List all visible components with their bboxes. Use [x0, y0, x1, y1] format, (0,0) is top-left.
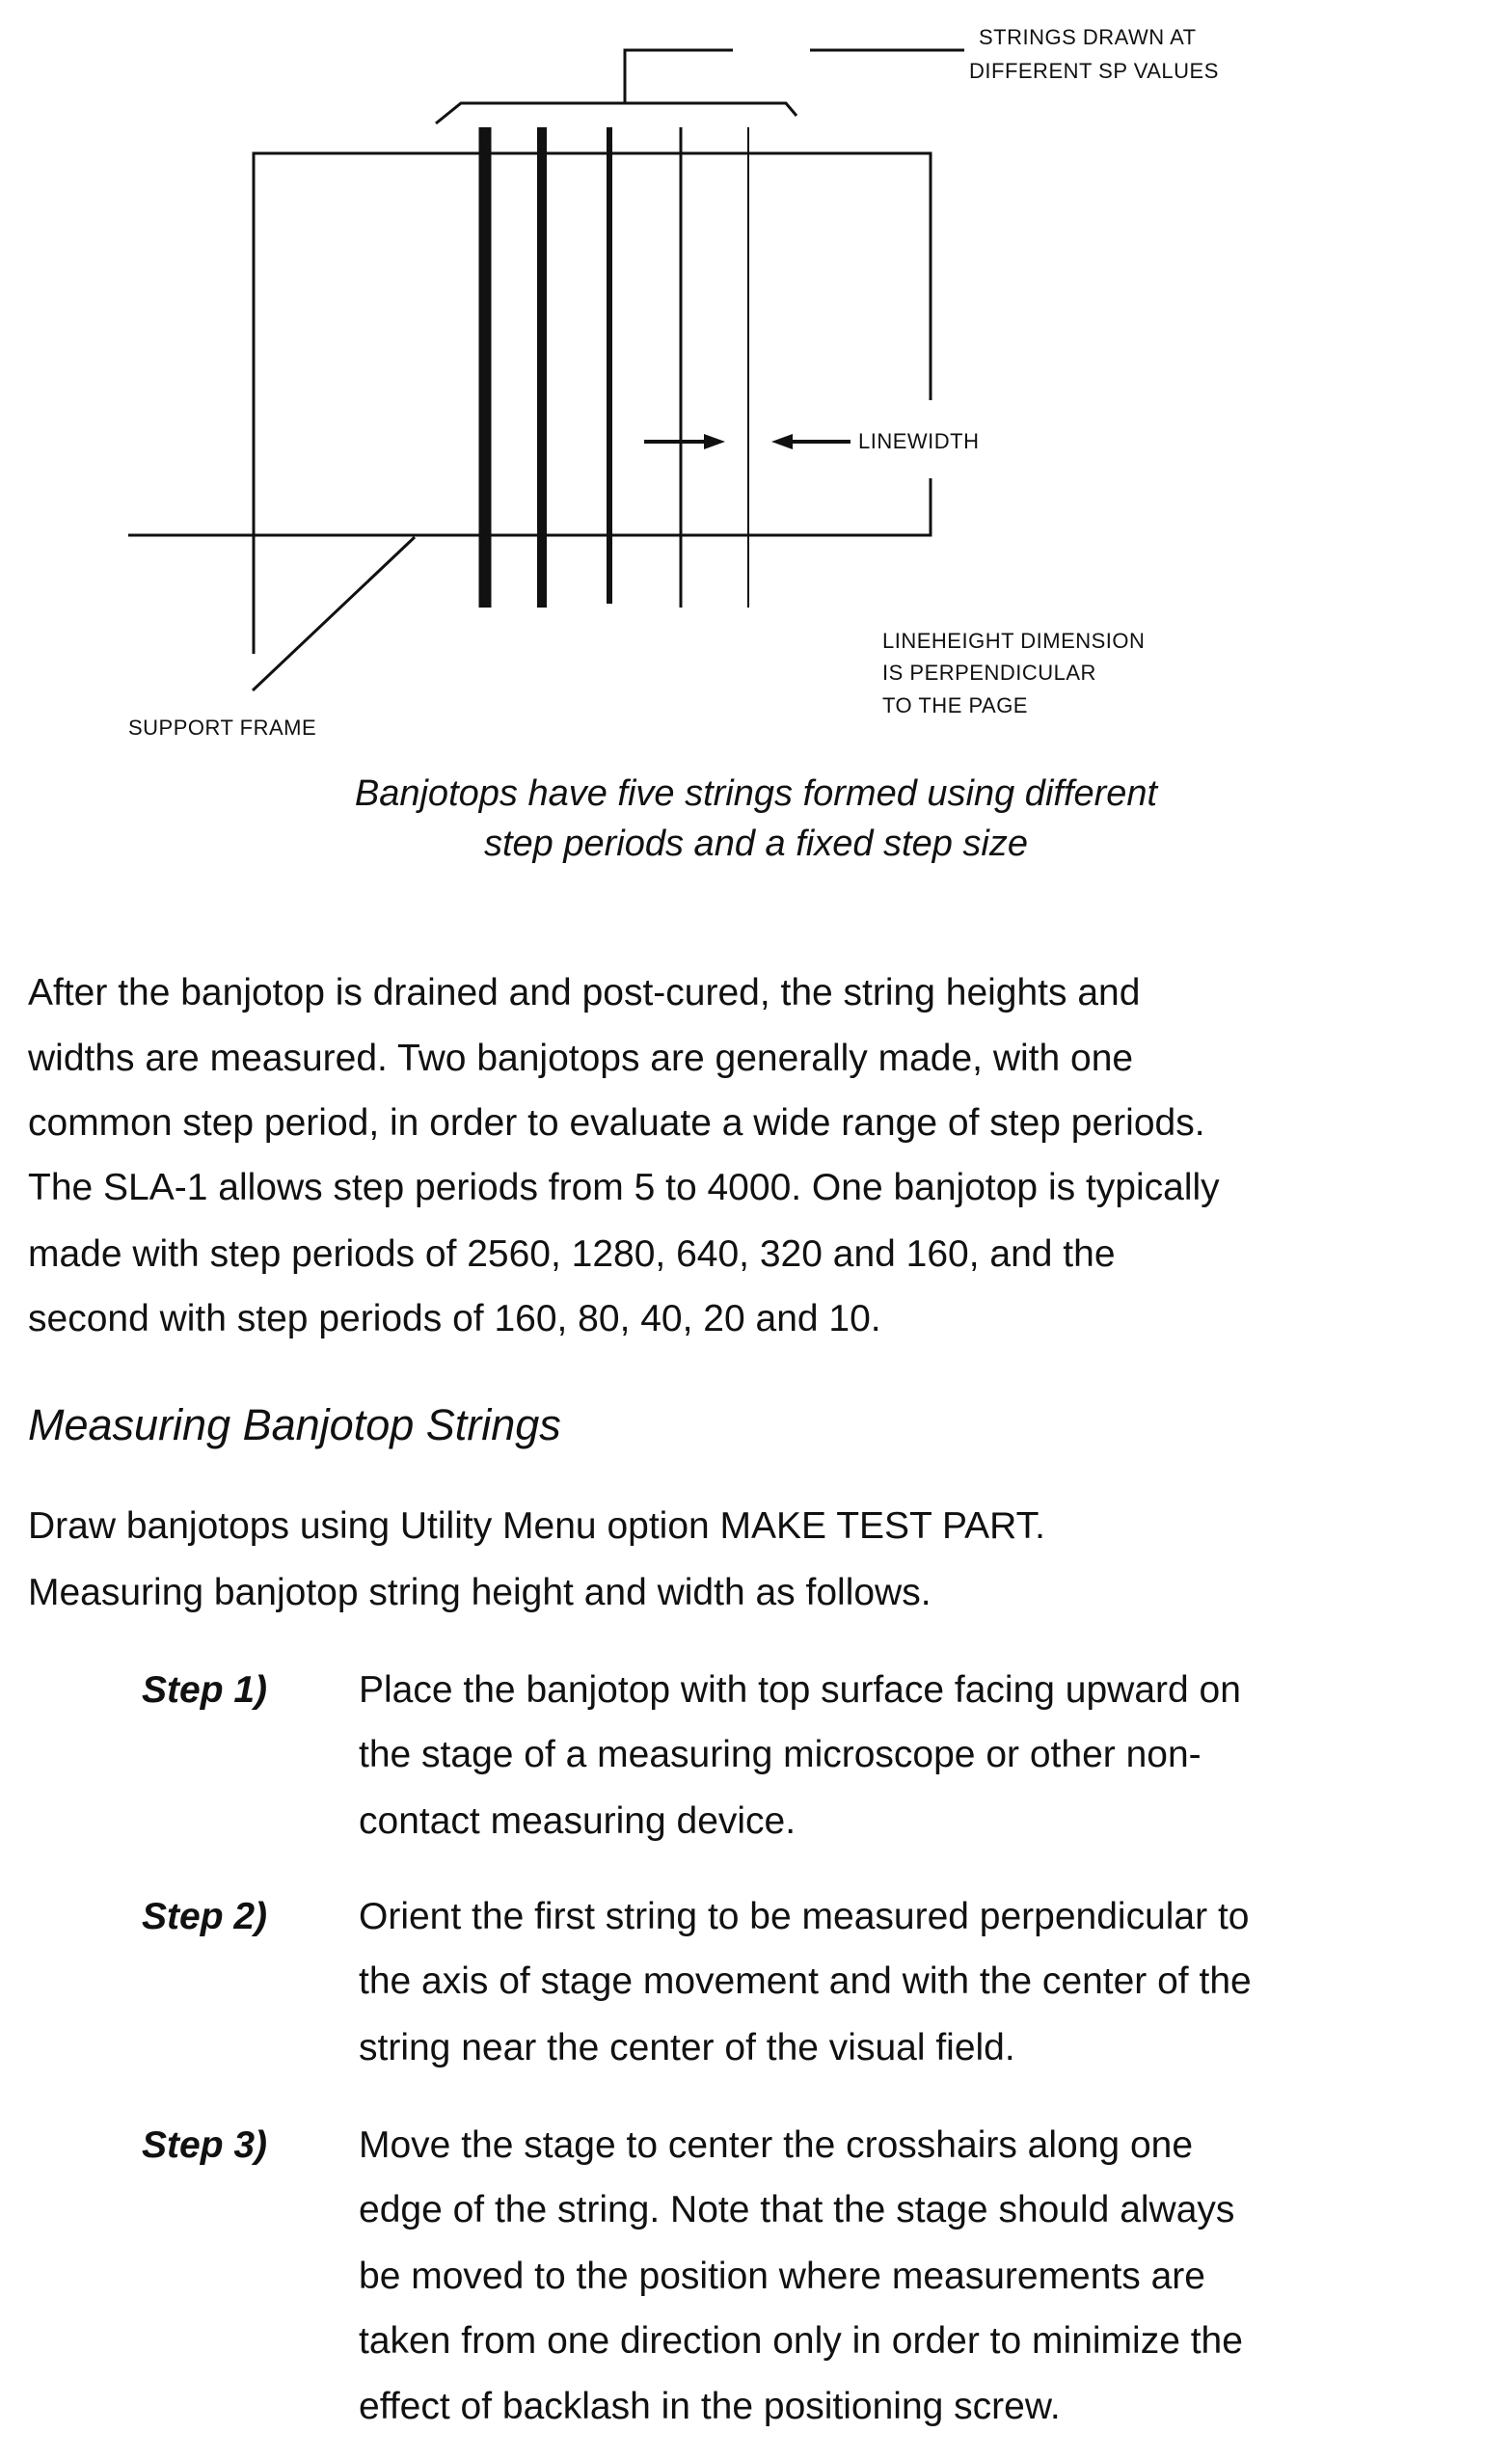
paragraph-line: After the banjotop is drained and post-cured, the string heights and [28, 974, 1140, 1012]
step-3-label: Step 3) [142, 2126, 267, 2164]
step-2-line: string near the center of the visual field. [359, 2029, 1015, 2067]
paragraph-line: Draw banjotops using Utility Menu option MAKE TEST PART. [28, 1507, 1045, 1545]
step-2-label: Step 2) [142, 1898, 267, 1935]
step-3-line: be moved to the position where measurements are [359, 2257, 1205, 2295]
step-3-line: Move the stage to center the crosshairs along one [359, 2126, 1193, 2164]
paragraph-line: made with step periods of 2560, 1280, 640, 320 and 160, and the [28, 1235, 1116, 1273]
paragraph-line: second with step periods of 160, 80, 40, 20 and 10. [28, 1300, 881, 1338]
arrowhead-left-icon [771, 434, 793, 449]
lineheight-label-2: IS PERPENDICULAR [882, 662, 1096, 684]
step-3-line: taken from one direction only in order to minimize the [359, 2322, 1243, 2360]
arrowhead-right-icon [704, 434, 725, 449]
strings-label-2: DIFFERENT SP VALUES [969, 61, 1219, 82]
linewidth-label: LINEWIDTH [858, 431, 980, 452]
lineheight-label-3: TO THE PAGE [882, 695, 1028, 716]
support-frame-label: SUPPORT FRAME [128, 717, 316, 739]
section-heading: Measuring Banjotop Strings [28, 1403, 561, 1446]
step-1-line: Place the banjotop with top surface facing upward on [359, 1671, 1241, 1709]
strings-label-1: STRINGS DRAWN AT [979, 27, 1197, 48]
step-2-line: the axis of stage movement and with the center of the [359, 1962, 1252, 2000]
banjotop-diagram [0, 0, 1512, 752]
step-2-line: Orient the first string to be measured perpendicular to [359, 1898, 1249, 1935]
step-3-line: edge of the string. Note that the stage should always [359, 2191, 1234, 2229]
support-frame-leader [253, 537, 415, 690]
step-3-line: effect of backlash in the positioning screw. [359, 2388, 1061, 2425]
paragraph-line: common step period, in order to evaluate a wide range of step periods. [28, 1104, 1205, 1142]
frame-outline [128, 153, 931, 654]
lineheight-label-1: LINEHEIGHT DIMENSION [882, 631, 1145, 652]
figure-caption-line-2: step periods and a fixed step size [0, 825, 1512, 865]
step-1-line: contact measuring device. [359, 1802, 796, 1840]
figure-caption-line-1: Banjotops have five strings formed using different [0, 774, 1512, 815]
step-1-label: Step 1) [142, 1671, 267, 1709]
paragraph-line: Measuring banjotop string height and width as follows. [28, 1574, 932, 1611]
step-1-line: the stage of a measuring microscope or other non- [359, 1736, 1202, 1773]
paragraph-line: widths are measured. Two banjotops are generally made, with one [28, 1040, 1133, 1077]
paragraph-line: The SLA-1 allows step periods from 5 to 4000. One banjotop is typically [28, 1169, 1220, 1206]
callout-bracket [436, 50, 964, 123]
